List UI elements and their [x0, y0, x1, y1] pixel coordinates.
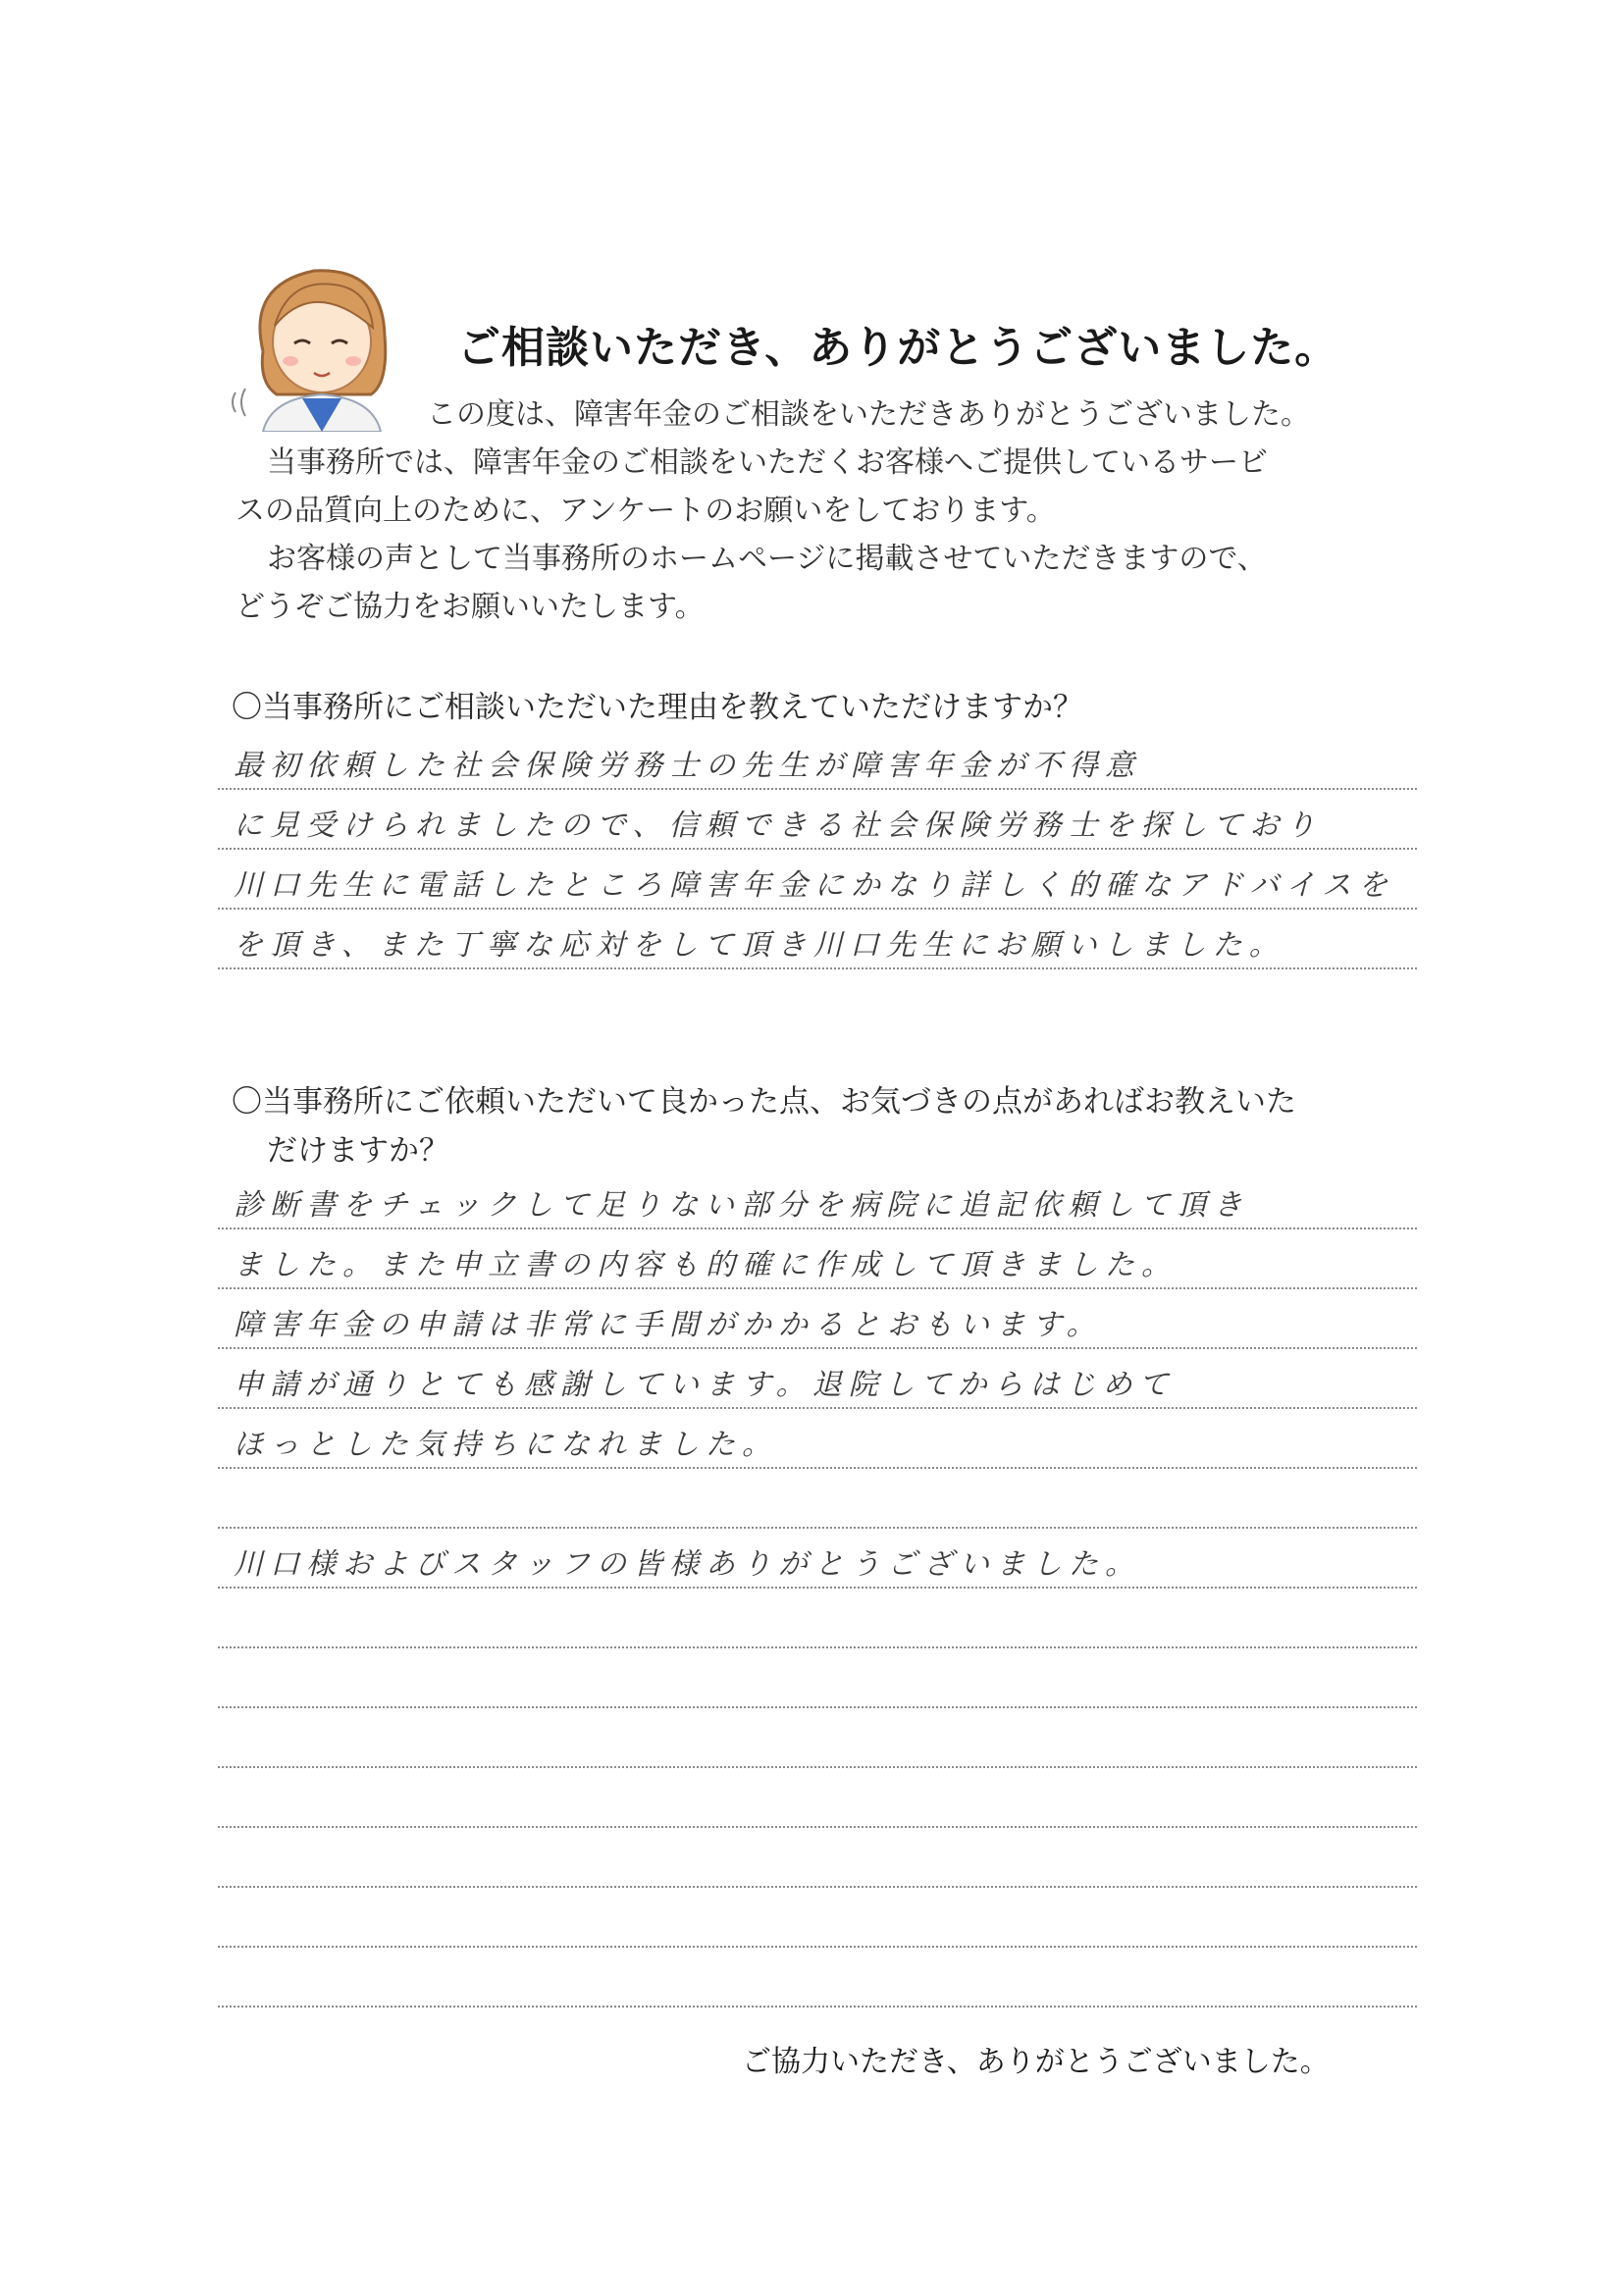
handwritten-text: 診断書をチェックして足りない部分を病院に追記依頼して頂き [234, 1188, 1250, 1223]
handwritten-text: ほっとした気持ちになれました。 [234, 1428, 778, 1462]
question-feedback-line: だけますか？ [267, 1133, 449, 1169]
answer-line [218, 1170, 1417, 1229]
answer-feedback-area [218, 1170, 1417, 2008]
answer-reason-area [218, 730, 1417, 969]
answer-line [218, 1529, 1417, 1589]
handwritten-text: 申請が通りとても感謝しています。退院してからはじめて [234, 1368, 1176, 1402]
handwritten-text: 最初依頼した社会保険労務士の先生が障害年金が不得意 [234, 749, 1141, 783]
answer-line [218, 1229, 1417, 1289]
answer-line [218, 1828, 1417, 1888]
intro-text [236, 391, 1413, 631]
closing-message: ご協力いただき、ありがとうございました。 [742, 2045, 1330, 2079]
answer-line [218, 1708, 1417, 1768]
answer-line [218, 1589, 1417, 1648]
intro-line: お客様の声として当事務所のホームページに掲載させていただきますので、 [267, 542, 1267, 576]
answer-line [218, 910, 1417, 969]
intro-line: どうぞご協力をお願いいたします。 [236, 590, 705, 624]
handwritten-text: を頂き、また丁寧な応対をして頂き川口先生にお願いしました。 [234, 928, 1285, 963]
answer-line [218, 850, 1417, 910]
answer-line [218, 1289, 1417, 1349]
page-title: ご相談いただき、ありがとうございました。 [457, 323, 1339, 373]
intro-line: この度は、障害年金のご相談をいただきありがとうございました。 [427, 397, 1310, 432]
question-feedback [232, 1077, 1296, 1175]
intro-line: スの品質向上のために、アンケートのお願いをしております。 [236, 494, 1056, 528]
answer-line [218, 1888, 1417, 1948]
handwritten-text: 障害年金の申請は非常に手間がかかるとおもいます。 [234, 1308, 1103, 1342]
question-reason: 〇当事務所にご相談いただいた理由を教えていただけますか？ [232, 690, 1083, 725]
answer-line [218, 1409, 1417, 1469]
handwritten-text: ました。また申立書の内容も的確に作成して頂きました。 [234, 1248, 1178, 1282]
handwritten-text: 川口先生に電話したところ障害年金にかなり詳しく的確なアドバイスを [234, 868, 1395, 903]
answer-line [218, 1648, 1417, 1708]
answer-line [218, 1768, 1417, 1828]
answer-line [218, 1469, 1417, 1529]
question-feedback-line: 〇当事務所にご依頼いただいて良かった点、お気づきの点があればお教えいた [232, 1084, 1296, 1120]
handwritten-text: 川口様およびスタッフの皆様ありがとうございました。 [234, 1547, 1141, 1582]
handwritten-text: に見受けられましたので、信頼できる社会保険労務士を探しており [234, 809, 1323, 843]
answer-line [218, 790, 1417, 850]
answer-line [218, 730, 1417, 790]
answer-line [218, 1948, 1417, 2008]
intro-line: 当事務所では、障害年金のご相談をいただくお客様へご提供しているサービ [267, 445, 1268, 480]
answer-line [218, 1349, 1417, 1409]
